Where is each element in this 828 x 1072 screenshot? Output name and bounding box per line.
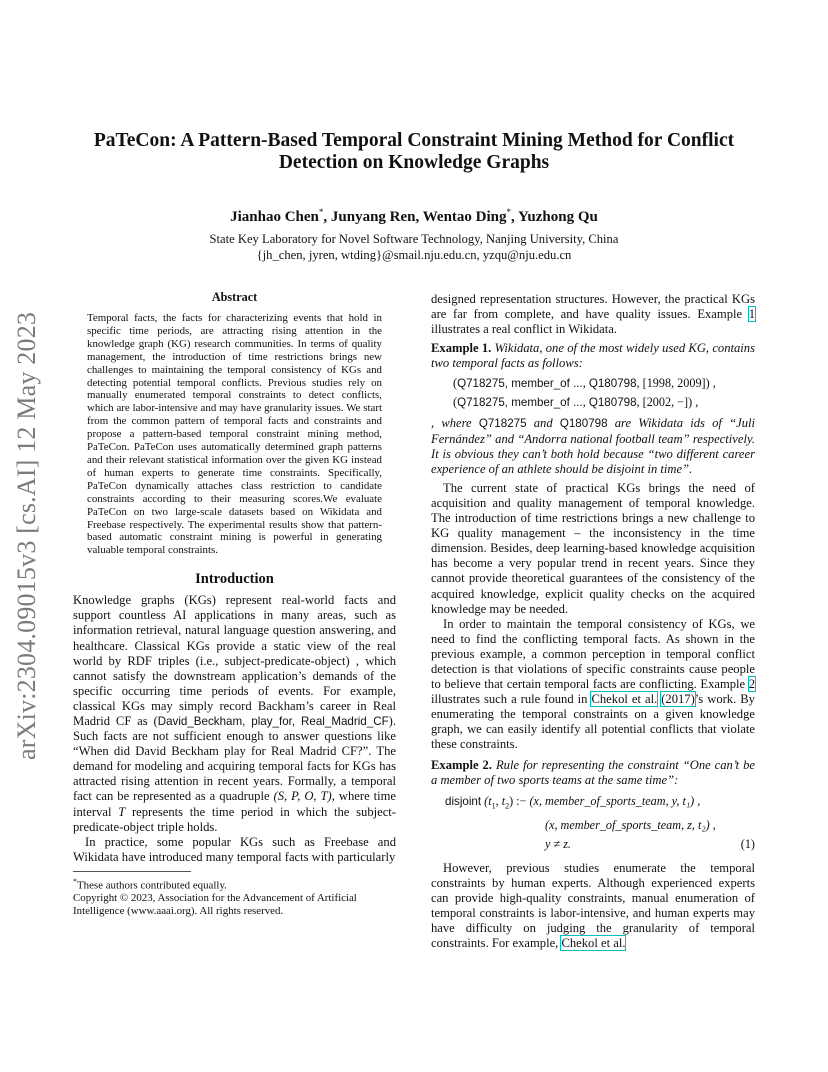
title-line-1: PaTeCon: A Pattern-Based Temporal Constraint Mining Method for Conflict [93, 130, 735, 151]
temporal-facts-formula [453, 374, 755, 412]
citation-chekol-link-2[interactable]: Chekol et al. [561, 936, 626, 951]
intro-p1-text-a: Knowledge graphs (KGs) represent real-world facts and support countless AI applications in many areas, such as information retrieval, natural language question answering, and healthcare. Classical KGs provide a static view of the real world by RDF triples (i.e., subject-predicate-object) , which cannot satisfy the downstream application’s demands of the specific occurring time periods of events. For example, classical KGs may simply record Backham’s career in Real Madrid CF as ( [73, 593, 396, 728]
quadruple-math: (S, P, O, T) [273, 789, 332, 804]
rule-body-3: y ≠ z. [545, 837, 571, 852]
right-p0-text-b: illustrates a real conflict in Wikidata. [431, 322, 618, 337]
right-p2-text-c: ’s work. By enumerating the temporal constraints on a given knowledge graph, we can easily identify all potential conflicts that violate these constraints. [431, 692, 755, 752]
left-column [73, 290, 396, 918]
rule-line-2 [445, 816, 755, 836]
fact-1-time: [1998, 2009] [642, 376, 706, 391]
right-paragraph-1: The current state of practical KGs brings the need of acquisition and quality management of temporal knowledge. The introduction of time restrictions brings a new challenge to KG quality management – the inconsistency in the time dimension. Besides, deep learning-based knowledge acquisition has become a very popular trend in recent years. Since they cannot provide theoretical guarantees of the consistency of the acquired knowledge, explicit quality checks on the acquired knowledge may be needed. [431, 480, 755, 616]
ex1-after-c: are Wikidata ids of “Juli Fernández” and “Andorra national football team” respectively. It is obvious they can’t both hold because “two different career experience of an athlete should be disjoint in time”. [431, 416, 755, 476]
citation-chekol-link[interactable]: Chekol et al. [591, 692, 658, 707]
example-2-link[interactable]: 2 [748, 677, 755, 692]
example-2-text: Rule for representing the constraint “One can’t be a member of two sports teams at the same time”: [431, 757, 755, 787]
example-1-label: Example 1. [431, 341, 492, 356]
author-1: Jianhao Chen [230, 209, 319, 225]
arxiv-stamp: arXiv:2304.09015v3 [cs.AI] 12 May 2023 [12, 311, 41, 760]
rule-line-1: disjoint ($t_1$, $t_2$) :− (x, member_of_sports_team, y, t₁) , [445, 793, 701, 811]
rule-body-1: (x, member_of_sports_team, y, t₁) , [529, 793, 701, 808]
copyright-notice: Copyright © 2023, Association for the Advancement of Artificial Intelligence (www.aaai.org). All rights reserved. [73, 892, 357, 918]
ex1-after-a: , where [431, 416, 479, 431]
intro-p1-text-d: represents the time period in which the subject-predicate-object triple holds. [73, 804, 396, 834]
right-p2-text-b: illustrates such a rule found in [431, 692, 592, 707]
right-p2-text-a: In order to maintain the temporal consistency of KGs, we need to find the conflicting temporal facts. As shown in the previous example, a common perception in temporal conflict detection is that violations of specific constraints cause people to believe that certain temporal facts are conflicting. Example [431, 616, 755, 692]
example-fact: David_Beckham, play_for, Real_Madrid_CF [157, 714, 389, 728]
example-1-explanation [431, 416, 755, 476]
fact-1-object: Q180798 [588, 377, 637, 391]
introduction-heading: Introduction [195, 571, 274, 588]
right-paragraph-2 [431, 617, 755, 753]
example-1-link[interactable]: 1 [748, 307, 755, 322]
example-2-label: Example 2. [431, 757, 492, 772]
ex1-after-b: and [526, 416, 560, 431]
right-paragraph-3 [431, 861, 755, 952]
author-2: Junyang Ren [330, 209, 416, 225]
example-1-text: Wikidata, one of the most widely used KG, contains two temporal facts as follows: [431, 341, 756, 371]
affiliation-block [60, 231, 768, 263]
fact-2-time: [2002, −] [642, 395, 689, 410]
equation-number: (1) [740, 837, 755, 852]
rule-line-3 [445, 835, 755, 855]
fact-2-subject: Q718275, member_of ... [457, 396, 583, 410]
right-p3-text-a: However, previous studies enumerate the temporal constraints by human experts. Although experienced experts can provide high-quality constraints, manual enumeration of temporal constraints is labor-intensive, and human experts may have difficulty on judging the granularity of temporal constraints. For example, [431, 860, 755, 951]
intro-paragraph-1 [73, 593, 396, 835]
paper-title [60, 130, 768, 174]
fact-2-object: Q180798 [588, 396, 637, 410]
footnote-text: These authors contributed equally. [77, 879, 227, 892]
affiliation: State Key Laboratory for Novel Software Technology, Nanjing University, China [209, 232, 619, 246]
intro-paragraph-2: In practice, some popular KGs such as Freebase and Wikidata have introduced many temporal facts with particularly [73, 834, 396, 864]
example-2 [431, 758, 755, 788]
right-column [431, 292, 755, 951]
author-3: Wentao Ding [422, 209, 507, 225]
intro-p1-text-b: ). Such facts are not sufficient enough to answer questions like “When did David Beckham play for Real Madrid CF?”. The demand for modeling and acquiring temporal facts for KGs has attracted rising attention in recent years. Formally, a temporal fact can be represented as a quadruple [73, 713, 397, 804]
interval-math: T [118, 804, 126, 819]
author-4: Yuzhong Qu [517, 209, 598, 225]
rule-formula [445, 792, 755, 855]
abstract-heading: Abstract [211, 290, 258, 304]
temporal-fact-1: (Q718275, member_of ..., Q180798, [1998, 2009]) , [453, 376, 716, 391]
footnote-rule [73, 871, 191, 872]
author-list: Jianhao Chen*, Junyang Ren, Wentao Ding*, Yuzhong Qu [230, 207, 598, 225]
rule-body-2: (x, member_of_sports_team, z, t₂) , [545, 817, 716, 832]
fact-1-subject: Q718275, member_of ... [457, 377, 583, 391]
temporal-fact-2: (Q718275, member_of ..., Q180798, [2002, −]) , [453, 395, 699, 410]
emails: {jh_chen, jyren, wtding}@smail.nju.edu.cn, yzqu@nju.edu.cn [256, 248, 572, 262]
equal-contrib-mark: * [318, 207, 324, 217]
footnote-equal-contribution: *These authors contributed equally. [73, 876, 227, 892]
right-paragraph-0 [431, 292, 755, 337]
wikidata-id-2: Q180798 [559, 417, 608, 431]
example-1 [431, 341, 755, 371]
abstract-text: Temporal facts, the facts for characterizing events that hold in specific time periods, are attracting rising attention in the knowledge graph (KG) research communities. In terms of quality management, the introduction of time restrictions brings new challenges to maintaining the temporal consistency of KGs and detecting potential temporal conflicts. Previous studies rely on manually enumerated temporal constraints to detect conflicts, which are labor-intensive and may have granularity issues. We start from the common pattern of temporal facts and constraints and propose a pattern-based temporal constraint mining method, PaTeCon. PaTeCon uses automatically determined graph patterns and their relevant statistical information over the given KG instead of human experts to generate time constraints. Specifically, PaTeCon dynamically attaches class restriction to candidate constraints according to their measuring scores.We evaluate PaTeCon on two large-scale datasets based on Wikidata and Freebase respectively. The experimental results show that pattern-based automatic constraint mining is powerful in generating valuable temporal constraints. [87, 312, 382, 557]
intro-p1-text-c: , where time interval [73, 789, 397, 819]
citation-year-link[interactable]: (2017) [661, 692, 695, 707]
wikidata-id-1: Q718275 [478, 417, 527, 431]
equal-contrib-mark: * [506, 207, 512, 217]
right-p0-text-a: designed representation structures. However, the practical KGs are far from complete, and have quality issues. Example [431, 292, 755, 322]
title-line-2: Detection on Knowledge Graphs [278, 152, 550, 173]
rule-head: disjoint [445, 794, 482, 808]
